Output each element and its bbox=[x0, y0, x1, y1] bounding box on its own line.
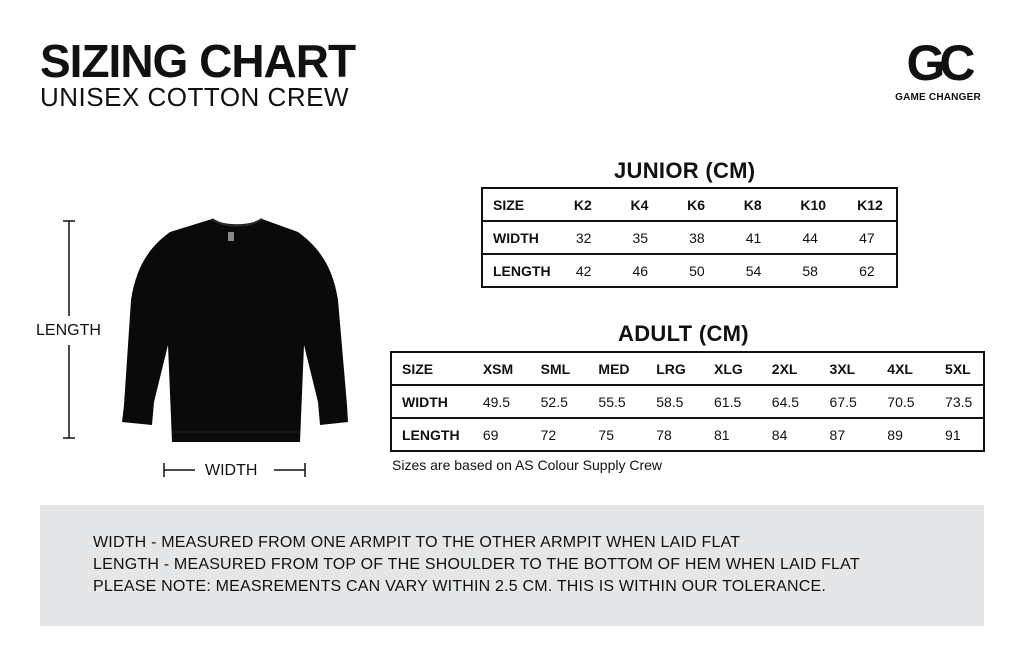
table-cell: 72 bbox=[540, 426, 557, 443]
table-cell: 5XL bbox=[935, 352, 984, 385]
measurement-info-box bbox=[40, 505, 984, 626]
table-cell: 81 bbox=[714, 426, 730, 443]
table-row bbox=[482, 188, 897, 221]
table-cell: 84 bbox=[771, 426, 788, 443]
table-cell: 58.5 bbox=[646, 385, 704, 418]
table-cell: 61.5 bbox=[704, 385, 762, 418]
table-row bbox=[482, 254, 897, 287]
logo-mark: GC bbox=[906, 35, 970, 91]
table-cell: 2XL bbox=[762, 352, 820, 385]
table-cell: 42 bbox=[575, 262, 592, 279]
table-cell: 75 bbox=[598, 426, 614, 443]
table-cell: XLG bbox=[704, 352, 762, 385]
table-row bbox=[391, 352, 984, 385]
size-basis-note: Sizes are based on AS Colour Supply Crew bbox=[392, 457, 663, 473]
table-cell: 91 bbox=[945, 426, 961, 443]
table-cell: 50 bbox=[689, 262, 705, 279]
table-cell: 89 bbox=[887, 426, 903, 443]
logo-name: GAME CHANGER bbox=[895, 92, 981, 103]
table-cell: 49.5 bbox=[473, 385, 531, 418]
length-label: LENGTH bbox=[36, 322, 101, 339]
table-cell: 62 bbox=[859, 262, 875, 279]
table-cell: 67.5 bbox=[820, 385, 878, 418]
table-cell: 3XL bbox=[820, 352, 878, 385]
info-line-width: WIDTH - MEASURED FROM ONE ARMPIT TO THE OTHER ARMPIT WHEN LAID FLAT bbox=[93, 534, 741, 551]
page-subtitle: UNISEX COTTON CREW bbox=[40, 82, 349, 112]
table-cell: 32 bbox=[564, 221, 621, 254]
table-cell: K8 bbox=[734, 188, 791, 221]
table-cell: 38 bbox=[677, 221, 734, 254]
table-cell: 87 bbox=[829, 426, 846, 443]
table-cell: 46 bbox=[632, 262, 649, 279]
table-cell: LRG bbox=[646, 352, 704, 385]
table-cell: 35 bbox=[620, 221, 677, 254]
table-cell: 73.5 bbox=[935, 385, 984, 418]
table-cell: 44 bbox=[790, 221, 847, 254]
junior-table-title: JUNIOR (CM) bbox=[614, 158, 756, 183]
table-cell: 78 bbox=[656, 426, 672, 443]
row-label: WIDTH bbox=[391, 385, 473, 418]
table-cell: K6 bbox=[677, 188, 734, 221]
table-cell: 69 bbox=[482, 426, 499, 443]
info-line-tolerance: PLEASE NOTE: MEASREMENTS CAN VARY WITHIN 2.5 CM. THIS IS WITHIN OUR TOLERANCE. bbox=[93, 578, 827, 595]
table-cell: K2 bbox=[564, 188, 621, 221]
sweatshirt-icon bbox=[122, 219, 348, 442]
junior-size-table bbox=[481, 187, 898, 288]
adult-table-title: ADULT (CM) bbox=[618, 321, 749, 346]
row-label: SIZE bbox=[391, 352, 473, 385]
table-cell: 58 bbox=[802, 262, 818, 279]
table-row bbox=[482, 221, 897, 254]
table-cell: K4 bbox=[620, 188, 677, 221]
table-cell: K10 bbox=[790, 188, 847, 221]
table-row bbox=[391, 385, 984, 418]
table-row bbox=[391, 418, 984, 451]
row-label: LENGTH bbox=[493, 262, 551, 279]
table-cell: 54 bbox=[745, 262, 762, 279]
table-cell: XSM bbox=[473, 352, 531, 385]
table-cell: 70.5 bbox=[877, 385, 935, 418]
row-label: WIDTH bbox=[482, 221, 564, 254]
table-cell: 52.5 bbox=[531, 385, 589, 418]
table-cell: 64.5 bbox=[762, 385, 820, 418]
info-line-length: LENGTH - MEASURED FROM TOP OF THE SHOULDER TO THE BOTTOM OF HEM WHEN LAID FLAT bbox=[93, 556, 860, 573]
adult-size-table bbox=[390, 351, 985, 452]
row-label: LENGTH bbox=[402, 426, 460, 443]
row-label: SIZE bbox=[482, 188, 564, 221]
table-cell: 47 bbox=[847, 221, 897, 254]
table-cell: 4XL bbox=[877, 352, 935, 385]
table-cell: MED bbox=[588, 352, 646, 385]
table-cell: 55.5 bbox=[588, 385, 646, 418]
table-cell: 41 bbox=[734, 221, 791, 254]
table-cell: SML bbox=[531, 352, 589, 385]
width-label: WIDTH bbox=[205, 462, 258, 479]
table-cell: K12 bbox=[847, 188, 897, 221]
page-title: SIZING CHART bbox=[40, 35, 356, 87]
